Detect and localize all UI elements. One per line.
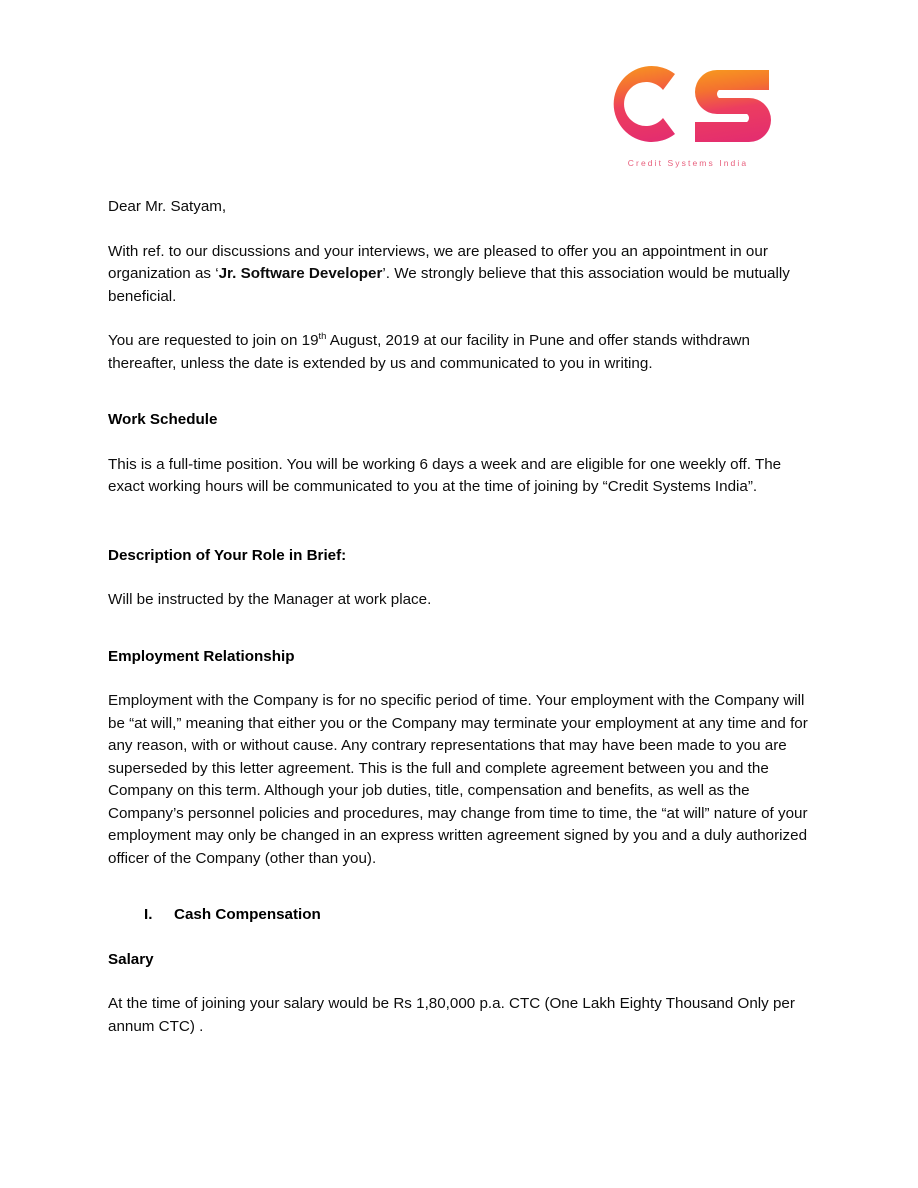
- joining-text-part1: You are requested to join on 19: [108, 332, 319, 349]
- role-description-paragraph: Will be instructed by the Manager at work place.: [108, 591, 432, 608]
- cash-compensation-section-heading: [108, 904, 814, 927]
- letter-body: [108, 196, 814, 1048]
- salary-paragraph: At the time of joining your salary would be Rs 1,80,000 p.a. CTC (One Lakh Eighty Thousand Only per annum CTC) .: [108, 995, 795, 1035]
- salutation: Dear Mr. Satyam,: [108, 198, 227, 215]
- intro-text-part1: With ref. to our discussions and your interviews, we are pleased to offer you an appointment in our organization as ‘: [108, 242, 768, 282]
- section-title: Cash Compensation: [174, 906, 321, 923]
- work-schedule-heading: Work Schedule: [108, 411, 218, 428]
- salary-heading: Salary: [108, 950, 154, 968]
- intro-text-part2: ’. We strongly believe that this association would be mutually beneficial.: [108, 265, 790, 305]
- logo-tagline: Credit Systems India: [627, 158, 749, 168]
- joining-text-part2: August, 2019 at our facility in Pune and offer stands withdrawn thereafter, unless the date is extended by us and communicated to you in writing.: [108, 332, 750, 372]
- section-spacer: [108, 533, 814, 545]
- intro-paragraph: [108, 241, 814, 309]
- company-logo: [588, 58, 788, 176]
- joining-date-paragraph: [108, 330, 814, 375]
- employment-relationship-heading: Employment Relationship: [108, 647, 295, 665]
- employment-relationship-paragraph: Employment with the Company is for no specific period of time. Your employment with the Company will be “at will,” meaning that either you or the Company may terminate your employment at any time and for any reason, with or without cause. Any contrary representations that may have been made to you are superseded by this letter agreement. This is the full and complete agreement between you and the Company on this term. Although your job duties, title, compensation and benefits, as well as the Company’s personnel policies and procedures, may change from time to time, the “at will” nature of your employment may only be changed in an express written agreement signed by you and a duly authorized officer of the Company (other than you).: [108, 692, 808, 867]
- work-schedule-paragraph: This is a full-time position. You will be working 6 days a week and are eligible for one weekly off. The exact working hours will be communicated to you at the time of joining by “Credit Systems India”.: [108, 455, 782, 495]
- role-description-heading: Description of Your Role in Brief:: [108, 546, 347, 564]
- section-number: I.: [144, 906, 153, 923]
- ordinal-suffix: th: [318, 329, 327, 341]
- job-title: Jr. Software Developer: [218, 265, 383, 282]
- cs-monogram-icon: [601, 58, 776, 150]
